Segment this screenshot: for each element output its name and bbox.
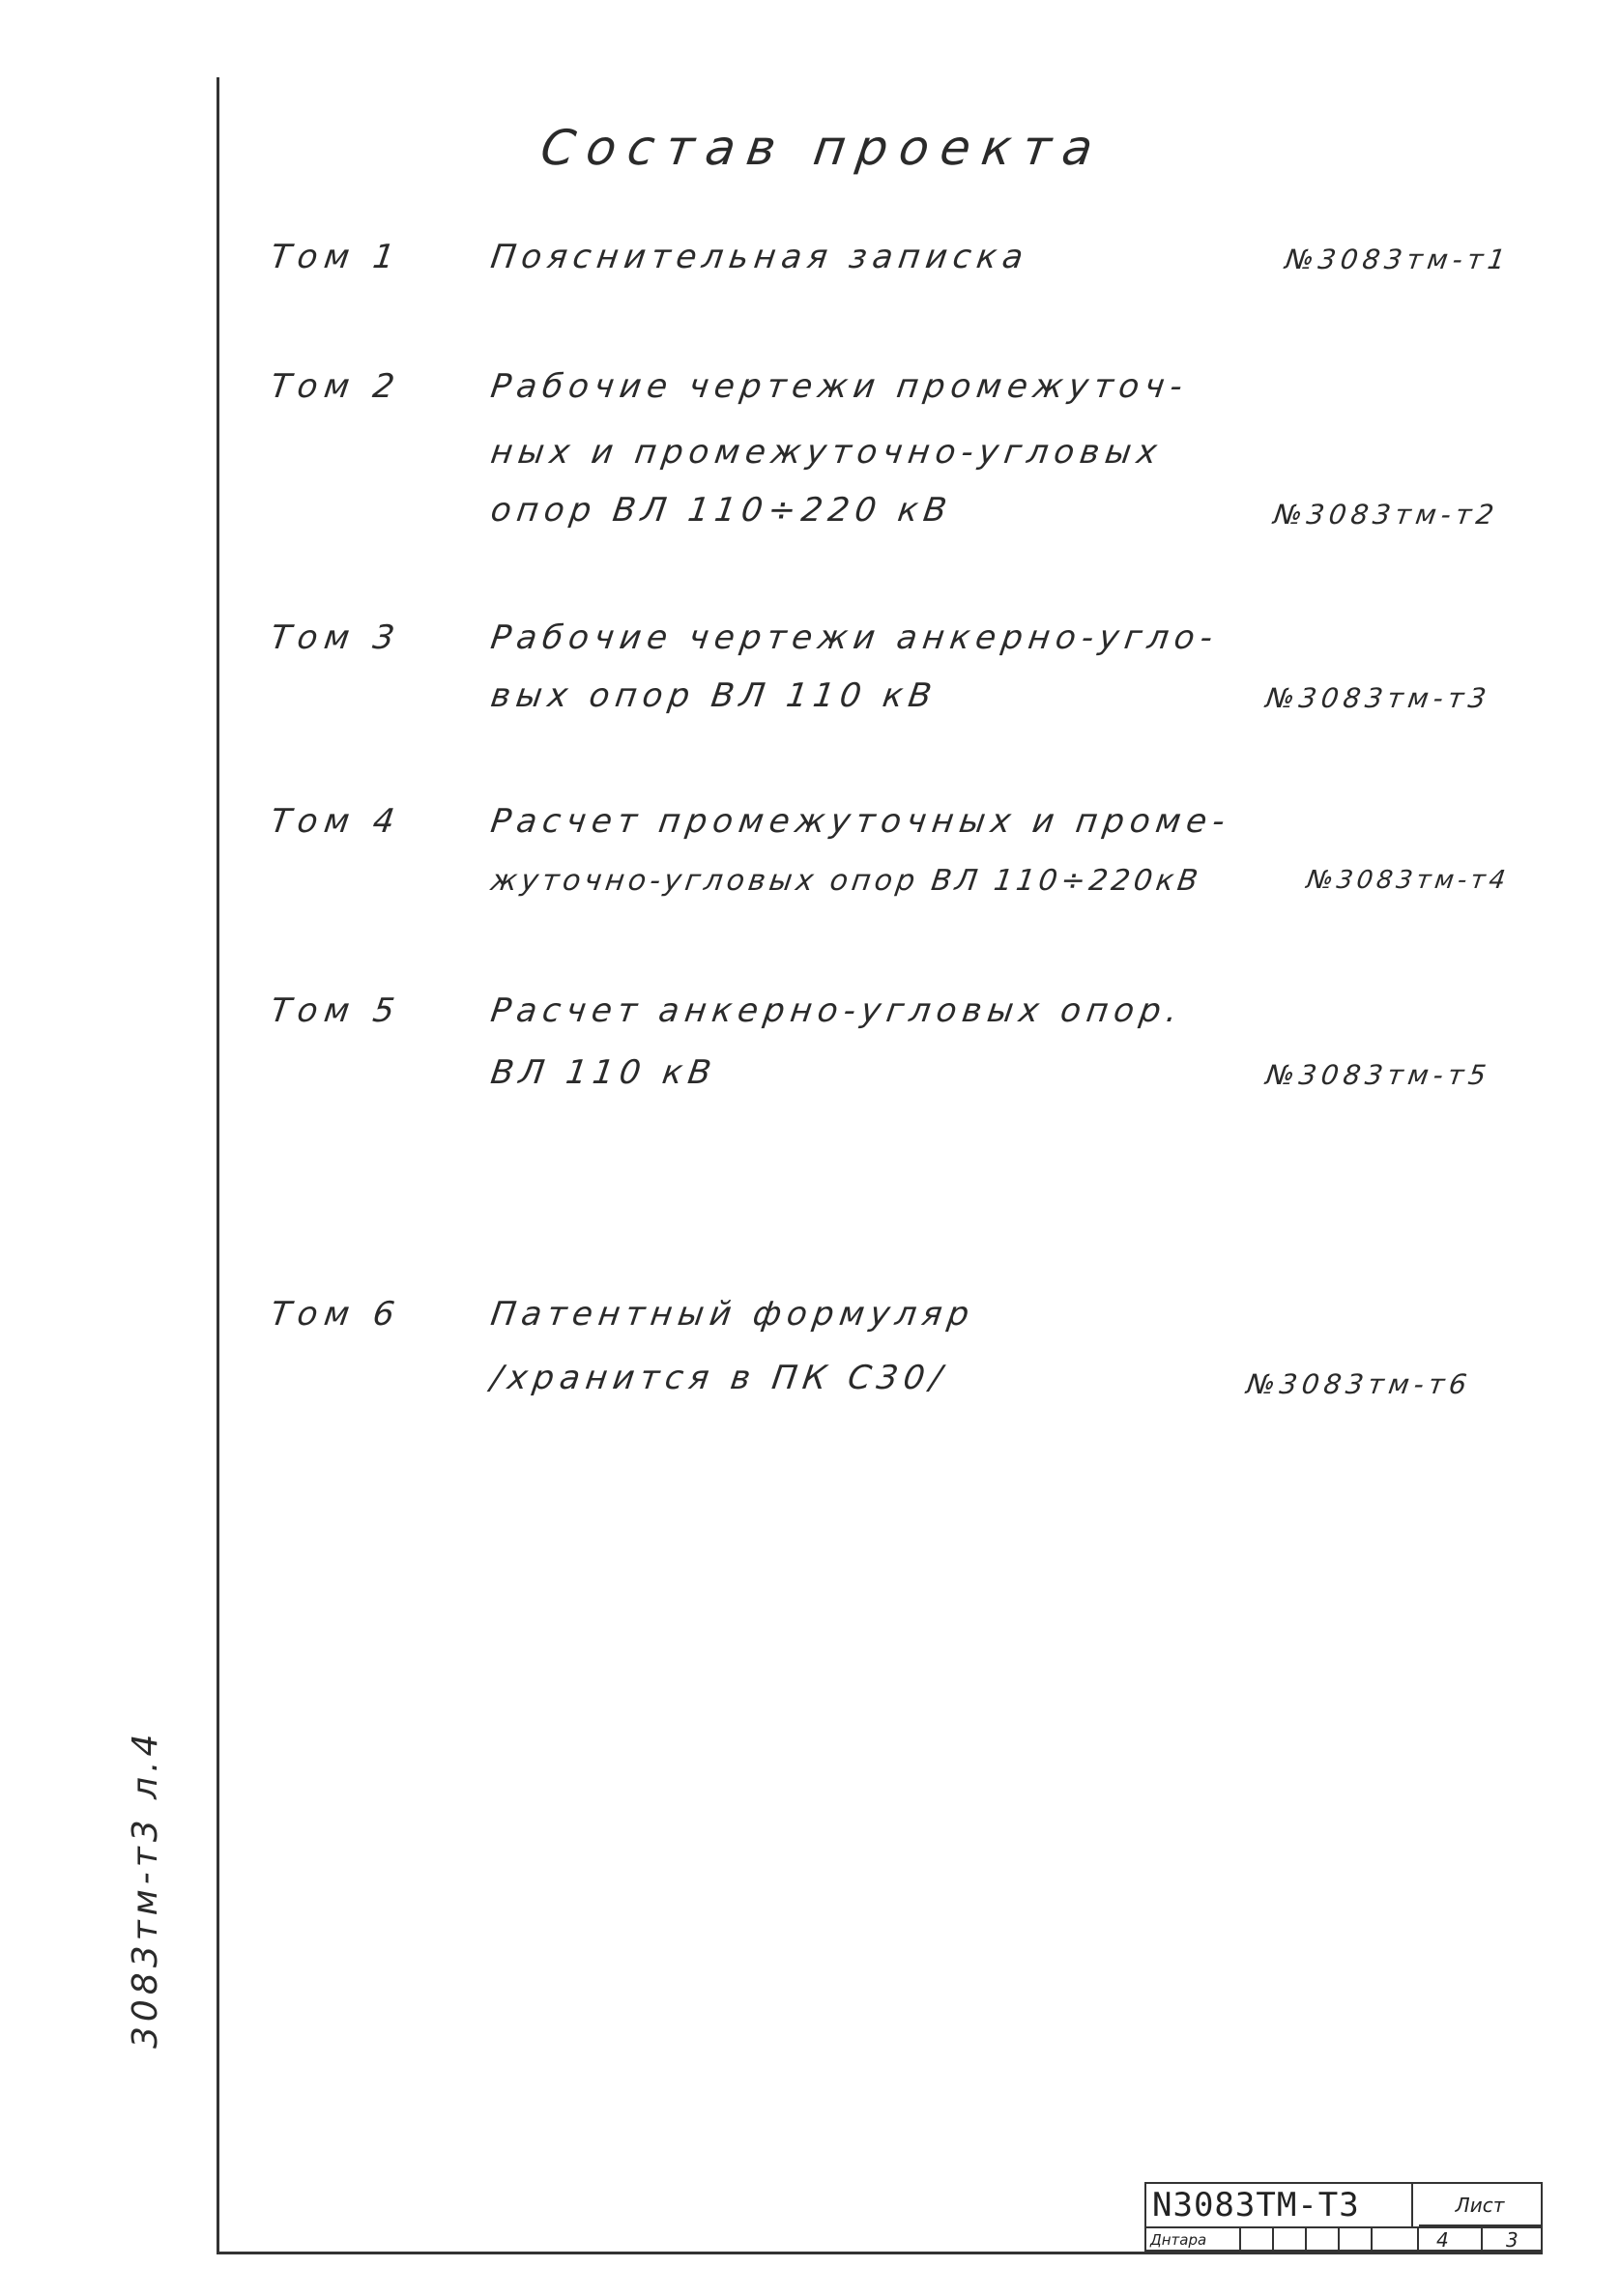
stamp-cell-divider bbox=[1417, 2228, 1419, 2252]
volume-description-line: вых опор ВЛ 110 кВ bbox=[488, 676, 940, 715]
inventory-label: Днтара bbox=[1150, 2231, 1207, 2249]
volume-label: Том 3 bbox=[268, 618, 404, 657]
volume-description-line: Расчет промежуточных и проме- bbox=[488, 802, 1233, 841]
sheet-number: 4 bbox=[1436, 2228, 1449, 2252]
volume-code: №3083тм-т5 bbox=[1263, 1059, 1493, 1091]
volume-label: Том 4 bbox=[268, 802, 404, 841]
volume-description-line: Рабочие чертежи промежуточ- bbox=[488, 367, 1191, 406]
volume-description-line: Расчет анкерно-угловых опор. bbox=[488, 991, 1186, 1030]
volume-description-line: /хранится в ПК С30/ bbox=[488, 1359, 950, 1397]
volume-label: Том 1 bbox=[268, 238, 404, 276]
volume-code: №3083тм-т3 bbox=[1263, 682, 1493, 714]
volume-code: №3083тм-т4 bbox=[1304, 866, 1512, 895]
stamp-cell-divider bbox=[1272, 2228, 1274, 2252]
stamp-cell-divider bbox=[1305, 2228, 1307, 2252]
stamp-cell-divider bbox=[1239, 2228, 1241, 2252]
volume-description-line: Патентный формуляр bbox=[488, 1295, 977, 1334]
volume-code: №3083тм-т6 bbox=[1244, 1368, 1474, 1400]
spine-annotation: 3083тм-т3 л.4 bbox=[126, 1729, 165, 2049]
volume-description-line: ных и промежуточно-угловых bbox=[488, 433, 1166, 472]
stamp-bottom-row bbox=[1146, 2226, 1543, 2252]
volume-label: Том 5 bbox=[268, 991, 404, 1030]
stamp-cell-divider bbox=[1371, 2228, 1373, 2252]
volume-description-line: ВЛ 110 кВ bbox=[488, 1053, 720, 1092]
page-title: Состав проекта bbox=[536, 120, 1108, 176]
title-block-stamp bbox=[1144, 2182, 1543, 2252]
volume-label: Том 6 bbox=[268, 1295, 404, 1334]
volume-description-line: опор ВЛ 110÷220 кВ bbox=[488, 491, 955, 530]
volume-description-line: Пояснительная записка bbox=[488, 238, 1031, 276]
document-number: N3083TM-T3 bbox=[1152, 2184, 1413, 2226]
volume-code: №3083тм-т2 bbox=[1271, 499, 1501, 531]
volume-label: Том 2 bbox=[268, 367, 404, 406]
volume-description-line: Рабочие чертежи анкерно-угло- bbox=[488, 618, 1221, 657]
frame-bottom-border bbox=[217, 2252, 1543, 2254]
sheet-label: Лист bbox=[1419, 2184, 1541, 2226]
volume-description-line: жуточно-угловых опор ВЛ 110÷220кВ bbox=[488, 864, 1204, 898]
volume-code: №3083тм-т1 bbox=[1283, 244, 1513, 275]
frame-left-border bbox=[217, 77, 219, 2252]
sheet-total: 3 bbox=[1506, 2228, 1519, 2252]
stamp-cell-divider bbox=[1338, 2228, 1340, 2252]
stamp-cell-divider bbox=[1481, 2228, 1483, 2252]
